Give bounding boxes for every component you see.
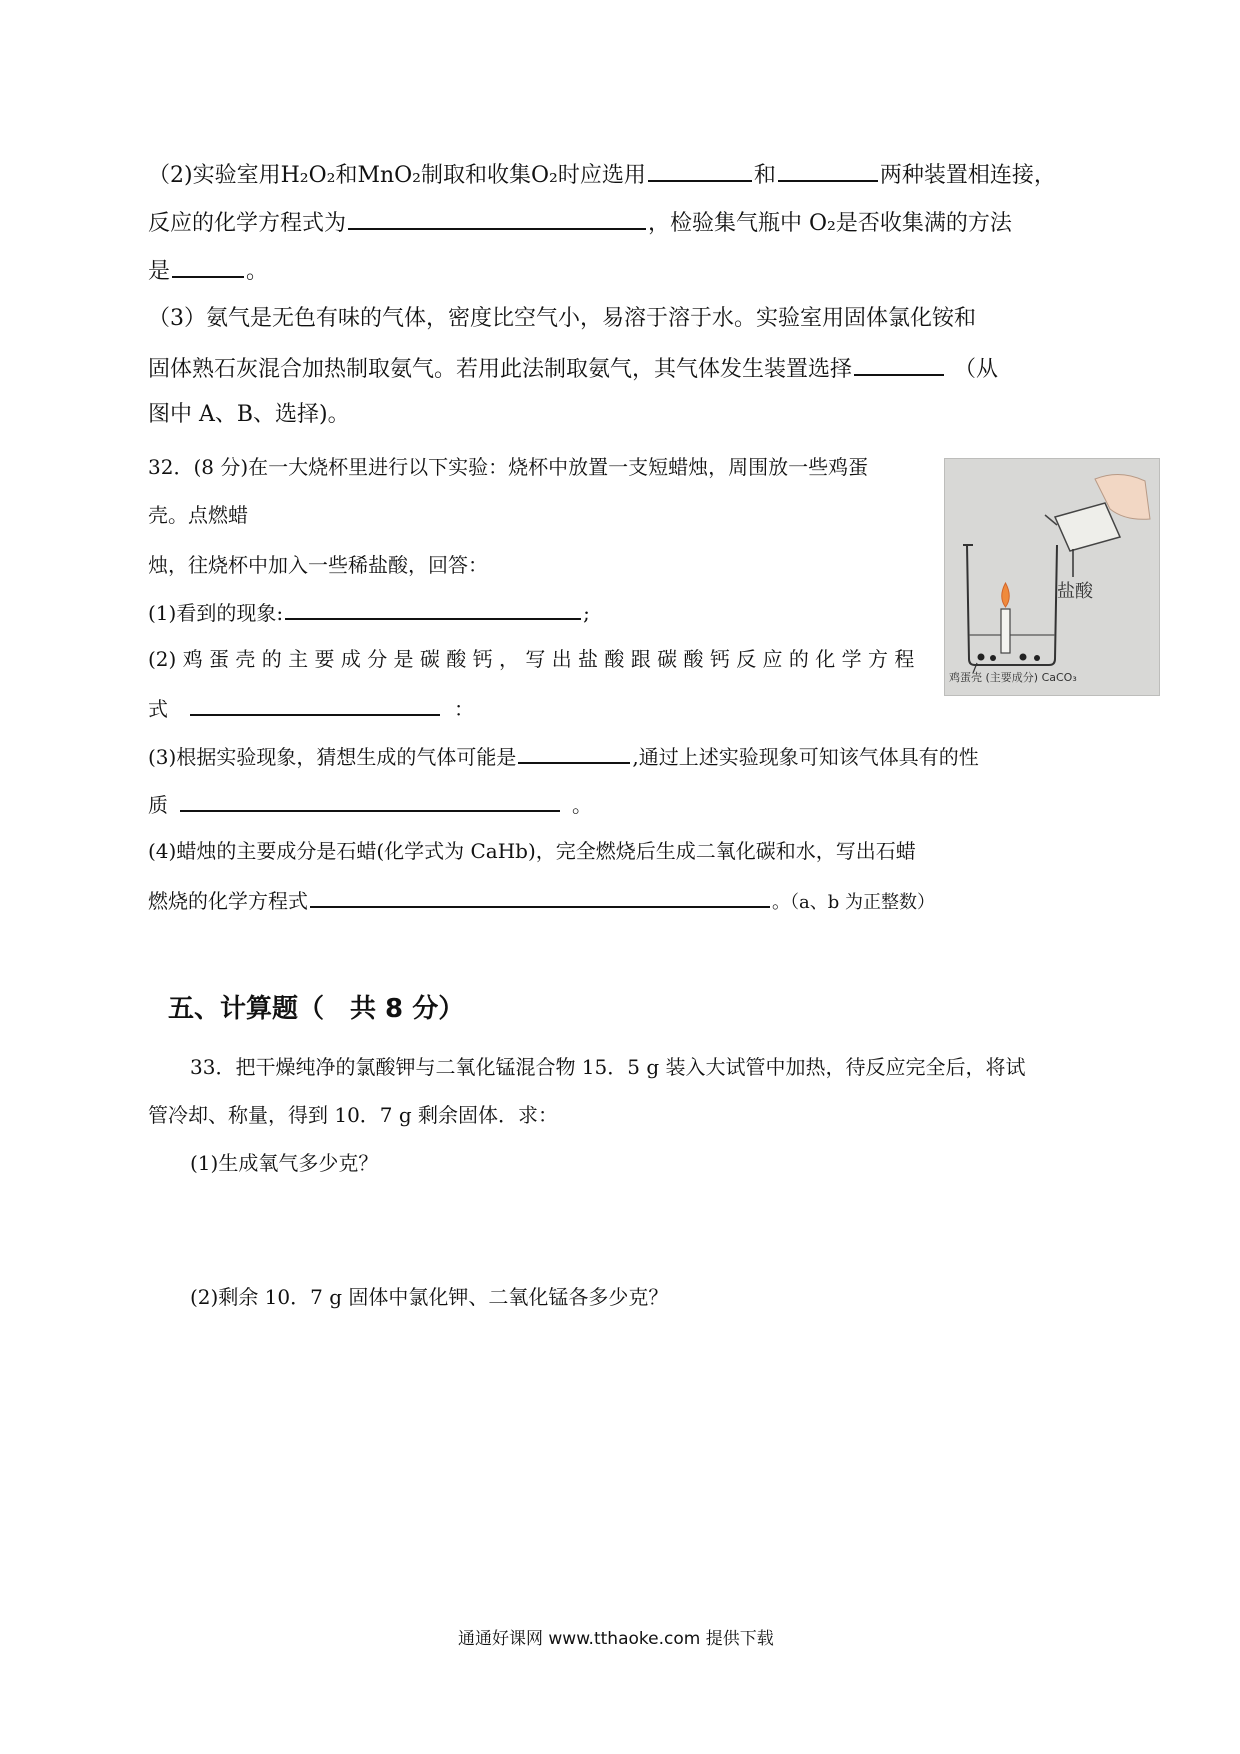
shell-label: 鸡蛋壳 (主要成分) CaCO₃	[949, 671, 1077, 684]
answer-blank[interactable]	[172, 254, 244, 278]
q33-line2	[148, 1100, 558, 1130]
q31-p2-text-b: 和	[753, 163, 776, 188]
egg-shell	[1020, 654, 1027, 661]
q32-intro-line3	[148, 550, 488, 580]
q33-sub1	[190, 1148, 378, 1178]
answer-blank[interactable]	[180, 788, 560, 812]
answer-blank[interactable]	[285, 596, 581, 620]
q32-intro-b: 壳。点燃蜡	[148, 503, 248, 527]
q32-s2-b: 式	[148, 697, 168, 721]
q31-p2-text-c: 两种装置相连接，	[879, 163, 1056, 188]
answer-blank[interactable]	[190, 692, 440, 716]
experiment-figure	[944, 458, 1160, 696]
answer-blank[interactable]	[518, 740, 630, 764]
q31-p3-text-b: 固体熟石灰混合加热制取氨气。若用此法制取氨气，其气体发生装置选择	[148, 357, 853, 382]
acid-label: 盐酸	[1057, 581, 1093, 602]
q33-text-b: 管冷却、称量，得到 10．7 g 剩余固体．求：	[148, 1103, 559, 1127]
answer-blank[interactable]	[778, 158, 878, 182]
answer-blank[interactable]	[854, 352, 944, 376]
q31-p3-text-a: （3）氨气是无色有味的气体，密度比空气小，易溶于溶于水。实验室用固体氯化铵和	[148, 306, 976, 331]
q32-sub1	[148, 596, 590, 628]
egg-shell	[1034, 655, 1040, 661]
egg-shell	[978, 654, 985, 661]
candle	[1001, 609, 1010, 653]
q32-s3-d: 。	[572, 793, 592, 817]
q32-sub2-line2	[148, 692, 474, 724]
q33-s2: (2)剩余 10．7 g 固体中氯化钾、二氧化锰各多少克？	[190, 1285, 669, 1309]
q32-s1-a: (1)看到的现象:	[148, 601, 284, 625]
acid-bottle	[1055, 503, 1120, 551]
q32-s3-c: 质	[148, 793, 168, 817]
q32-sub4-line1	[148, 836, 916, 866]
q32-s2-a: (2) 鸡 蛋 壳 的 主 要 成 分 是 碳 酸 钙 ， 写 出 盐 酸 跟 碳 酸 钙 反 应 的 化 学 方 程	[148, 647, 915, 671]
beaker-drawing	[945, 459, 1159, 695]
egg-shell	[990, 655, 996, 661]
q31-p3-text-c: （从	[954, 357, 999, 382]
q31-part2-line3	[148, 254, 268, 287]
answer-blank[interactable]	[310, 884, 770, 908]
q32-sub4-line2	[148, 884, 935, 918]
q31-p2-text-d: 反应的化学方程式为	[148, 211, 347, 236]
q31-part3-line2	[148, 352, 998, 385]
q32-s2-c: ：	[454, 697, 474, 721]
q32-intro-line2	[148, 500, 248, 530]
q31-part2-line2	[148, 206, 1012, 239]
q32-s4-a: (4)蜡烛的主要成分是石蜡(化学式为 CaHb)，完全燃烧后生成二氧化碳和水，写出石蜡	[148, 839, 916, 863]
q32-sub2-line1	[148, 644, 914, 674]
q31-p2-text-g: 。	[246, 259, 269, 284]
q31-p3-text-d: 图中 A、B、选择)。	[148, 402, 350, 427]
section-title: 五、计算题（ 共 8 分）	[168, 994, 465, 1024]
q31-part2-line1	[148, 158, 1056, 191]
beaker	[967, 545, 1057, 665]
q31-p2-text-a: （2)实验室用H₂O₂和MnO₂制取和收集O₂时应选用	[148, 163, 646, 188]
q32-s4-c: 。（a、b 为正整数）	[772, 892, 935, 913]
q33-s1: (1)生成氧气多少克？	[190, 1151, 379, 1175]
q31-p2-text-f: 是	[148, 259, 171, 284]
q32-s1-b: ;	[583, 601, 590, 625]
q32-s3-b: ,通过上述实验现象可知该气体具有的性	[632, 745, 979, 769]
page-footer: 通通好课网 www.tthaoke.com 提供下载	[458, 1629, 774, 1649]
q32-s3-a: (3)根据实验现象，猜想生成的气体可能是	[148, 745, 517, 769]
q32-sub3-line2	[148, 788, 592, 820]
candle-flame	[1002, 583, 1010, 607]
q32-intro-line1	[148, 452, 868, 482]
answer-blank[interactable]	[648, 158, 752, 182]
q32-s4-b: 燃烧的化学方程式	[148, 889, 308, 913]
q33-line1	[190, 1052, 1026, 1082]
q32-intro-c: 烛，往烧杯中加入一些稀盐酸，回答：	[148, 553, 488, 577]
q32-intro-a: 32．(8 分)在一大烧杯里进行以下实验：烧杯中放置一支短蜡烛，周围放一些鸡蛋	[148, 455, 869, 479]
q31-part3-line3	[148, 400, 350, 430]
q31-p2-text-e: ，检验集气瓶中 O₂是否收集满的方法	[648, 211, 1012, 236]
q32-sub3-line1	[148, 740, 979, 772]
q33-sub2	[190, 1282, 668, 1312]
q31-part3-line1	[148, 304, 976, 334]
answer-blank[interactable]	[348, 206, 646, 230]
q33-text-a: 33．把干燥纯净的氯酸钾与二氧化锰混合物 15．5 g 装入大试管中加热，待反应完全后，将试	[190, 1055, 1026, 1079]
